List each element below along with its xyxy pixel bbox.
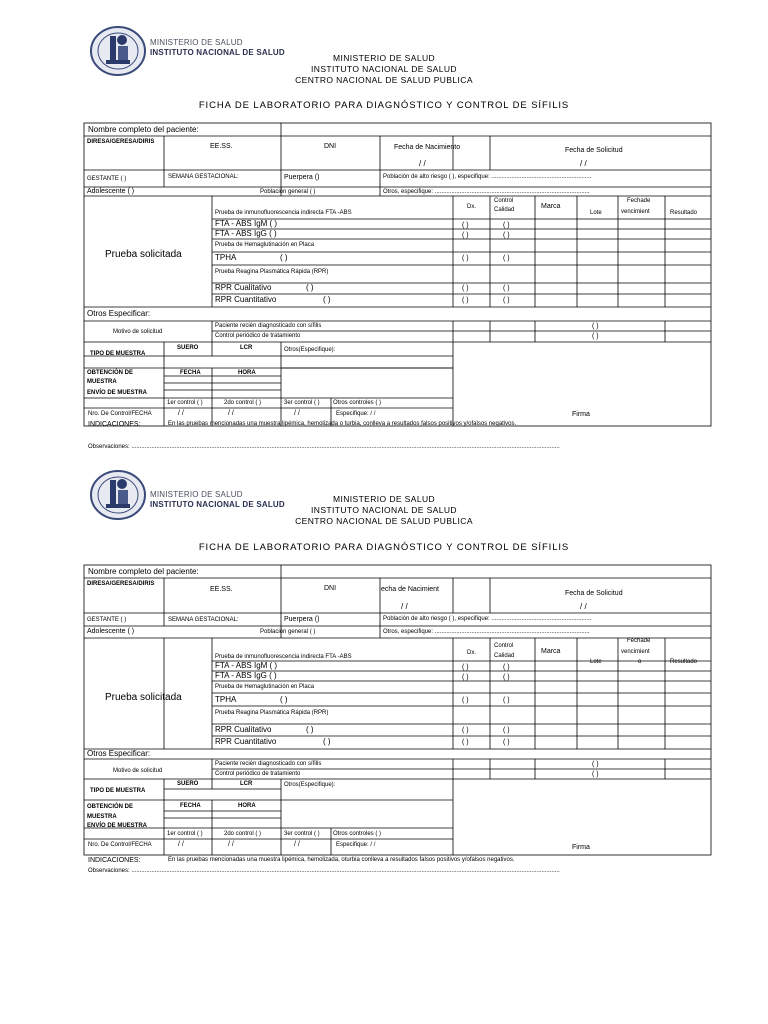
tpha-option[interactable]: TPHA — [215, 695, 237, 704]
header-line-1: MINISTERIO DE SALUD — [332, 53, 436, 63]
cc-igm[interactable]: ( ) — [503, 664, 510, 671]
cc-rpr-cuan[interactable]: ( ) — [503, 739, 510, 746]
rpr-cualitativo-paren: ( ) — [306, 283, 314, 292]
resultado-column-header: Resultado — [670, 659, 698, 665]
birth-date-value: / / — [419, 159, 426, 168]
control-column-header-1: Control — [494, 643, 514, 649]
cc-tpha[interactable]: ( ) — [503, 255, 510, 262]
motivo-paren-2[interactable]: ( ) — [592, 771, 599, 778]
diresa-label: DIRESA/GERESA/DIRIS — [87, 139, 155, 145]
header-line-3: CENTRO NACIONAL DE SALUD PUBLICA — [295, 75, 473, 85]
control-2-option[interactable]: 2do control ( ) — [224, 400, 262, 406]
dx-column-header: Dx. — [467, 204, 476, 210]
fta-igg-option[interactable]: FTA - ABS IgG ( ) — [215, 229, 277, 238]
semana-gestacional-label: SEMANA GESTACIONAL: — [168, 174, 239, 180]
rpr-cualitativo-paren: ( ) — [306, 725, 314, 734]
suero-option[interactable]: SUERO — [177, 345, 199, 351]
marca-column-header: Marca — [541, 648, 561, 655]
alto-riesgo-checkbox[interactable]: Población de alto riesgo ( ), especifique: ............................................................ — [383, 616, 592, 622]
control-3-option[interactable]: 3er control ( ) — [284, 400, 320, 406]
otros-muestra-label: Otros(Especifique): — [284, 782, 336, 788]
poblacion-general-checkbox[interactable]: Población general ( ) — [260, 629, 316, 635]
tpha-paren: ( ) — [280, 253, 288, 262]
dx-tpha[interactable]: ( ) — [462, 697, 469, 704]
rpr-cualitativo-option[interactable]: RPR Cualitativo — [215, 283, 272, 292]
dx-rpr-cual[interactable]: ( ) — [462, 285, 469, 292]
dx-tpha[interactable]: ( ) — [462, 255, 469, 262]
fta-abs-heading: Prueba de inmunofluorescencia indirecta FTA -ABS — [215, 210, 352, 216]
control-column-header-1: Control — [494, 198, 514, 204]
fecha-venc-header-2: vencimient — [621, 649, 650, 655]
motivo-solicitud-label: Motivo de solicitud — [113, 329, 163, 335]
dx-igg[interactable]: ( ) — [462, 232, 469, 239]
diresa-label: DIRESA/GERESA/DIRIS — [87, 581, 155, 587]
control-1-date: / / — [178, 841, 184, 848]
hora-header: HORA — [238, 370, 256, 376]
hemaglutinacion-heading: Prueba de Hemaglutinación en Placa — [215, 242, 315, 248]
dx-rpr-cual[interactable]: ( ) — [462, 727, 469, 734]
birth-date-value: / / — [401, 602, 408, 611]
control-periodico-option[interactable]: Control periódico de tratamiento — [215, 333, 301, 339]
paciente-recien-option[interactable]: Paciente recién diagnosticado con sífilis — [215, 323, 322, 329]
request-date-label: Fecha de Solicitud — [565, 147, 623, 154]
control-1-option[interactable]: 1er control ( ) — [167, 400, 203, 406]
rpr-cualitativo-option[interactable]: RPR Cualitativo — [215, 725, 272, 734]
cc-igg[interactable]: ( ) — [503, 232, 510, 239]
envio-label: ENVÍO DE MUESTRA — [87, 390, 148, 396]
fecha-venc-header-3: o — [638, 659, 642, 665]
dx-igg[interactable]: ( ) — [462, 674, 469, 681]
nro-control-label: Nro. De Control/FECHA — [88, 411, 152, 417]
rpr-heading: Prueba Reagina Plasmática Rápida (RPR) — [215, 269, 329, 275]
fta-igm-option[interactable]: FTA - ABS IgM ( ) — [215, 661, 278, 670]
tpha-paren: ( ) — [280, 695, 288, 704]
lcr-option[interactable]: LCR — [240, 345, 253, 351]
suero-option[interactable]: SUERO — [177, 781, 199, 787]
dx-rpr-cuan[interactable]: ( ) — [462, 739, 469, 746]
cc-rpr-cual[interactable]: ( ) — [503, 727, 510, 734]
tipo-muestra-label: TIPO DE MUESTRA — [90, 351, 146, 357]
control-column-header-2: Calidad — [494, 207, 515, 213]
dni-label: DNI — [324, 585, 337, 592]
birth-date-label: Fecha de Nacimiento — [394, 144, 461, 151]
marca-column-header: Marca — [541, 203, 561, 210]
patient-name-label: Nombre completo del paciente: — [88, 125, 199, 134]
especifique-date: Especifique: / / — [336, 842, 376, 848]
fta-igg-option[interactable]: FTA - ABS IgG ( ) — [215, 671, 277, 680]
puerpera-checkbox[interactable]: Puerpera () — [284, 174, 320, 181]
indicaciones-label: INDICACIONES: — [88, 857, 141, 864]
form-copy-1 — [0, 24, 768, 479]
cc-rpr-cuan[interactable]: ( ) — [503, 297, 510, 304]
dx-igm[interactable]: ( ) — [462, 664, 469, 671]
header-line-2: INSTITUTO NACIONAL DE SALUD — [311, 64, 457, 74]
fecha-venc-header-1: Fechade — [627, 638, 651, 644]
resultado-column-header: Resultado — [670, 210, 698, 216]
cc-rpr-cual[interactable]: ( ) — [503, 285, 510, 292]
puerpera-checkbox[interactable]: Puerpera () — [284, 616, 320, 623]
otros-especificar-label: Otros Especificar: — [87, 749, 151, 758]
header-line-2: INSTITUTO NACIONAL DE SALUD — [311, 505, 457, 515]
otros-especifique-label: Otros, especifique: ............................................................................................. — [383, 629, 590, 635]
request-date-value: / / — [580, 159, 587, 168]
gestante-checkbox[interactable]: GESTANTE ( ) — [87, 617, 127, 623]
cc-igm[interactable]: ( ) — [503, 222, 510, 229]
control-otros-option[interactable]: Otros controles ( ) — [333, 400, 382, 406]
control-2-date: / / — [228, 841, 234, 848]
observaciones-line: Observaciones: ................................................................................................................................................................................................................................................................. — [88, 868, 560, 874]
cc-igg[interactable]: ( ) — [503, 674, 510, 681]
lote-column-header: Lote — [590, 210, 602, 216]
motivo-solicitud-label: Motivo de solicitud — [113, 768, 163, 774]
form-title: FICHA DE LABORATORIO PARA DIAGNÓSTICO Y CONTROL DE SÍFILIS — [198, 100, 570, 111]
control-3-date: / / — [294, 841, 300, 848]
prueba-solicitada-label: Prueba solicitada — [105, 692, 182, 703]
hora-header: HORA — [238, 803, 256, 809]
rpr-cuantitativo-option[interactable]: RPR Cuantitativo — [215, 737, 277, 746]
hemaglutinacion-heading: Prueba de Hemaglutinación en Placa — [215, 684, 315, 690]
birth-date-label: echa de Nacimient — [381, 586, 439, 593]
logo-ministerio-text: MINISTERIO DE SALUD — [150, 490, 243, 499]
gestante-checkbox[interactable]: GESTANTE ( ) — [87, 176, 127, 182]
nro-control-label: Nro. De Control/FECHA — [88, 842, 152, 848]
fecha-header: FECHA — [180, 803, 201, 809]
dx-column-header: Dx. — [467, 650, 476, 656]
indicaciones-text: En las pruebas mencionadas una muestra lipémica, hemolizada, oturbia conlleva a resultados falsos positivos y/ofalsos negativos. — [168, 857, 515, 863]
rpr-cuantitativo-paren: ( ) — [323, 737, 331, 746]
envio-label: ENVÍO DE MUESTRA — [87, 823, 148, 829]
otros-muestra-label: Otros(Especifique): — [284, 347, 336, 353]
prueba-solicitada-label: Prueba solicitada — [105, 249, 182, 260]
logo-ins-text: INSTITUTO NACIONAL DE SALUD — [150, 500, 285, 509]
obtencion-label-1: OBTENCIÓN DE — [87, 804, 134, 810]
control-1-option[interactable]: 1er control ( ) — [167, 831, 203, 837]
eess-label: EE.SS. — [210, 143, 233, 150]
logo-ins-text: INSTITUTO NACIONAL DE SALUD — [150, 48, 285, 57]
request-date-label: Fecha de Solicitud — [565, 590, 623, 597]
observaciones-line: Observaciones: ................................................................................................................................................................................................................................................................. — [88, 444, 560, 450]
cc-tpha[interactable]: ( ) — [503, 697, 510, 704]
obtencion-label-2: MUESTRA — [87, 814, 117, 820]
lote-column-header: Lote — [590, 659, 602, 665]
otros-especifique-label: Otros, especifique: ............................................................................................. — [383, 189, 590, 195]
tpha-option[interactable]: TPHA — [215, 253, 237, 262]
obtencion-label-2: MUESTRA — [87, 379, 117, 385]
request-date-value: / / — [580, 602, 587, 611]
fta-abs-heading: Prueba de inmunofluorescencia indirecta FTA -ABS — [215, 654, 352, 660]
poblacion-general-checkbox[interactable]: Población general ( ) — [260, 189, 316, 195]
patient-name-label: Nombre completo del paciente: — [88, 567, 199, 576]
form-title: FICHA DE LABORATORIO PARA DIAGNÓSTICO Y CONTROL DE SÍFILIS — [198, 542, 570, 553]
control-otros-option[interactable]: Otros controles ( ) — [333, 831, 382, 837]
rpr-cuantitativo-paren: ( ) — [323, 295, 331, 304]
firma-label: Firma — [572, 411, 590, 418]
tipo-muestra-label: TIPO DE MUESTRA — [90, 788, 146, 794]
control-2-option[interactable]: 2do control ( ) — [224, 831, 262, 837]
firma-label: Firma — [572, 844, 590, 851]
obtencion-label-1: OBTENCIÓN DE — [87, 370, 134, 376]
fecha-header: FECHA — [180, 370, 201, 376]
header-line-1: MINISTERIO DE SALUD — [332, 494, 436, 504]
dni-label: DNI — [324, 143, 337, 150]
especifique-date: Especifique: / / — [336, 411, 376, 417]
otros-especificar-label: Otros Especificar: — [87, 309, 151, 318]
motivo-paren-1[interactable]: ( ) — [592, 761, 599, 768]
control-3-date: / / — [294, 410, 300, 417]
control-3-option[interactable]: 3er control ( ) — [284, 831, 320, 837]
eess-label: EE.SS. — [210, 586, 233, 593]
motivo-paren-2[interactable]: ( ) — [592, 333, 599, 340]
rpr-cuantitativo-option[interactable]: RPR Cuantitativo — [215, 295, 277, 304]
indicaciones-label: INDICACIONES: — [88, 421, 141, 428]
adolescente-checkbox[interactable]: Adolescente ( ) — [87, 628, 135, 635]
fta-igm-option[interactable]: FTA - ABS IgM ( ) — [215, 219, 278, 228]
logo-ministerio-text: MINISTERIO DE SALUD — [150, 38, 243, 47]
control-1-date: / / — [178, 410, 184, 417]
control-2-date: / / — [228, 410, 234, 417]
control-periodico-option[interactable]: Control periódico de tratamiento — [215, 771, 301, 777]
form-copy-2 — [0, 468, 768, 923]
lcr-option[interactable]: LCR — [240, 781, 253, 787]
fecha-venc-header-2: vencimient — [621, 209, 650, 215]
motivo-paren-1[interactable]: ( ) — [592, 323, 599, 330]
adolescente-checkbox[interactable]: Adolescente ( ) — [87, 188, 135, 195]
semana-gestacional-label: SEMANA GESTACIONAL: — [168, 617, 239, 623]
alto-riesgo-checkbox[interactable]: Población de alto riesgo ( ), especifique: ............................................................ — [383, 174, 592, 180]
dx-igm[interactable]: ( ) — [462, 222, 469, 229]
dx-rpr-cuan[interactable]: ( ) — [462, 297, 469, 304]
rpr-heading: Prueba Reagina Plasmática Rápida (RPR) — [215, 710, 329, 716]
header-line-3: CENTRO NACIONAL DE SALUD PUBLICA — [295, 516, 473, 526]
paciente-recien-option[interactable]: Paciente recién diagnosticado con sífilis — [215, 761, 322, 767]
indicaciones-text: En las pruebas mencionadas una muestra lipémica, hemolizada o turbia, conlleva a resultados falsos positivos y/ofalsos negativos. — [168, 421, 517, 427]
control-column-header-2: Calidad — [494, 653, 515, 659]
fecha-venc-header-1: Fechade — [627, 198, 651, 204]
